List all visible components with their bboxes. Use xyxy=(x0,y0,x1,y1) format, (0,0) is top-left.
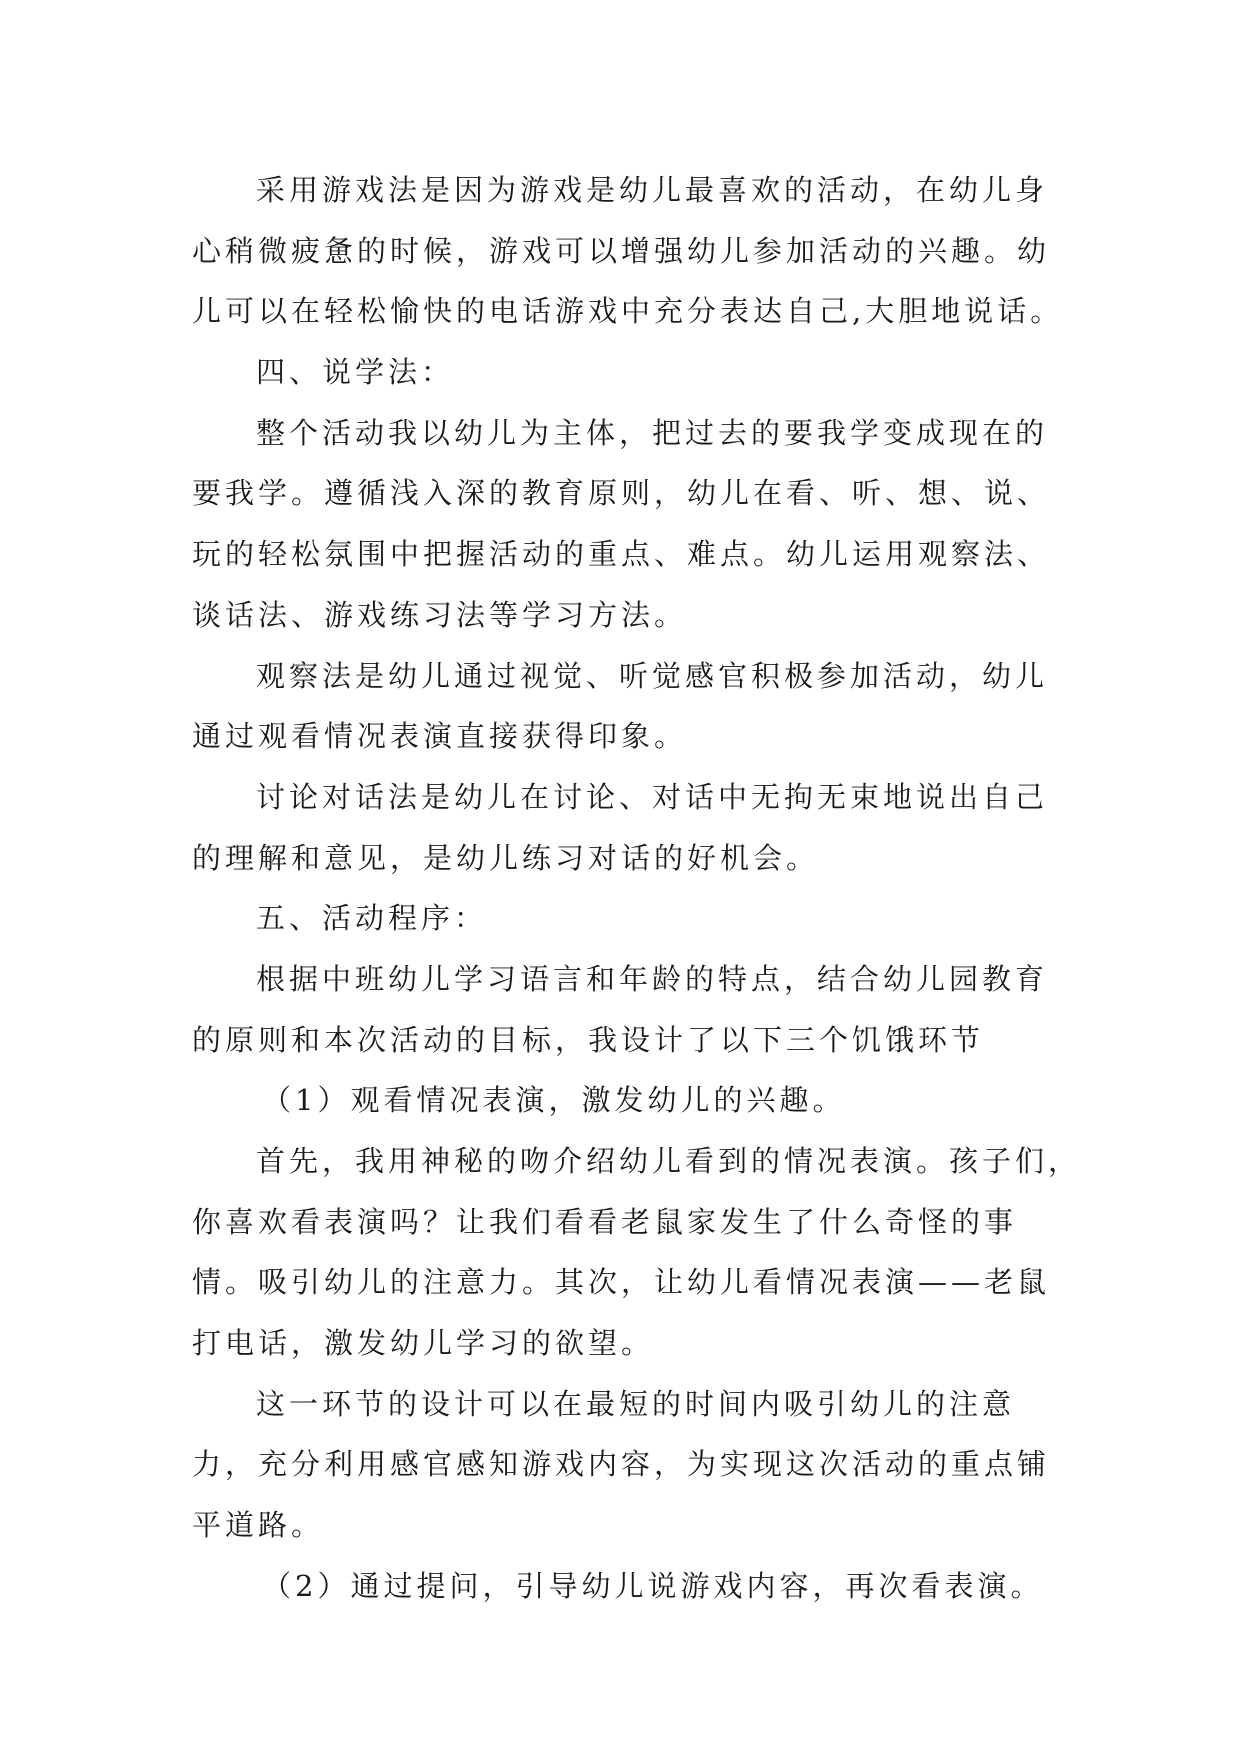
paragraph-line: 通过观看情况表演直接获得印象。 xyxy=(192,719,688,754)
paragraph-line: 情。吸引幼儿的注意力。其次，让幼儿看情况表演——老鼠 xyxy=(192,1265,1051,1300)
paragraph-line: 讨论对话法是幼儿在讨论、对话中无拘无束地说出自己 xyxy=(256,779,1049,814)
paragraph-line: 根据中班幼儿学习语言和年龄的特点，结合幼儿园教育 xyxy=(256,961,1049,996)
paragraph-line: 谈话法、游戏练习法等学习方法。 xyxy=(192,597,688,632)
section-heading: 五、活动程序： xyxy=(256,901,488,936)
paragraph-line: 心稍微疲惫的时候，游戏可以增强幼儿参加活动的兴趣。幼 xyxy=(192,233,1051,268)
paragraph-line: 整个活动我以幼儿为主体，把过去的要我学变成现在的 xyxy=(256,415,1049,450)
paragraph-line: 要我学。遵循浅入深的教育原则，幼儿在看、听、想、说、 xyxy=(192,476,1051,511)
paragraph-line: 平道路。 xyxy=(192,1508,325,1543)
paragraph-line: 的原则和本次活动的目标，我设计了以下三个饥饿环节 xyxy=(192,1022,985,1057)
paragraph-line: 这一环节的设计可以在最短的时间内吸引幼儿的注意 xyxy=(256,1386,1016,1421)
paragraph-line: 采用游戏法是因为游戏是幼儿最喜欢的活动，在幼儿身 xyxy=(256,173,1049,207)
paragraph-line: 力，充分利用感官感知游戏内容，为实现这次活动的重点铺 xyxy=(192,1447,1051,1482)
subsection-heading: （2）通过提问，引导幼儿说游戏内容，再次看表演。 xyxy=(262,1568,1044,1603)
paragraph-line: 玩的轻松氛围中把握活动的重点、难点。幼儿运用观察法、 xyxy=(192,537,1051,572)
paragraph-line: 观察法是幼儿通过视觉、听觉感官积极参加活动，幼儿 xyxy=(256,658,1049,693)
section-heading: 四、说学法： xyxy=(256,355,455,390)
paragraph-line: 儿可以在轻松愉快的电话游戏中充分表达自己,大胆地说话。 xyxy=(192,294,1064,329)
paragraph-line: 你喜欢看表演吗？让我们看看老鼠家发生了什么奇怪的事 xyxy=(192,1204,1018,1239)
paragraph-line: 打电话，激发幼儿学习的欲望。 xyxy=(192,1326,655,1361)
paragraph-line: 首先，我用神秘的吻介绍幼儿看到的情况表演。孩子们， xyxy=(256,1144,1082,1178)
document-body xyxy=(192,160,1082,1617)
subsection-heading: （1）观看情况表演，激发幼儿的兴趣。 xyxy=(262,1083,846,1118)
paragraph-line: 的理解和意见，是幼儿练习对话的好机会。 xyxy=(192,840,820,875)
